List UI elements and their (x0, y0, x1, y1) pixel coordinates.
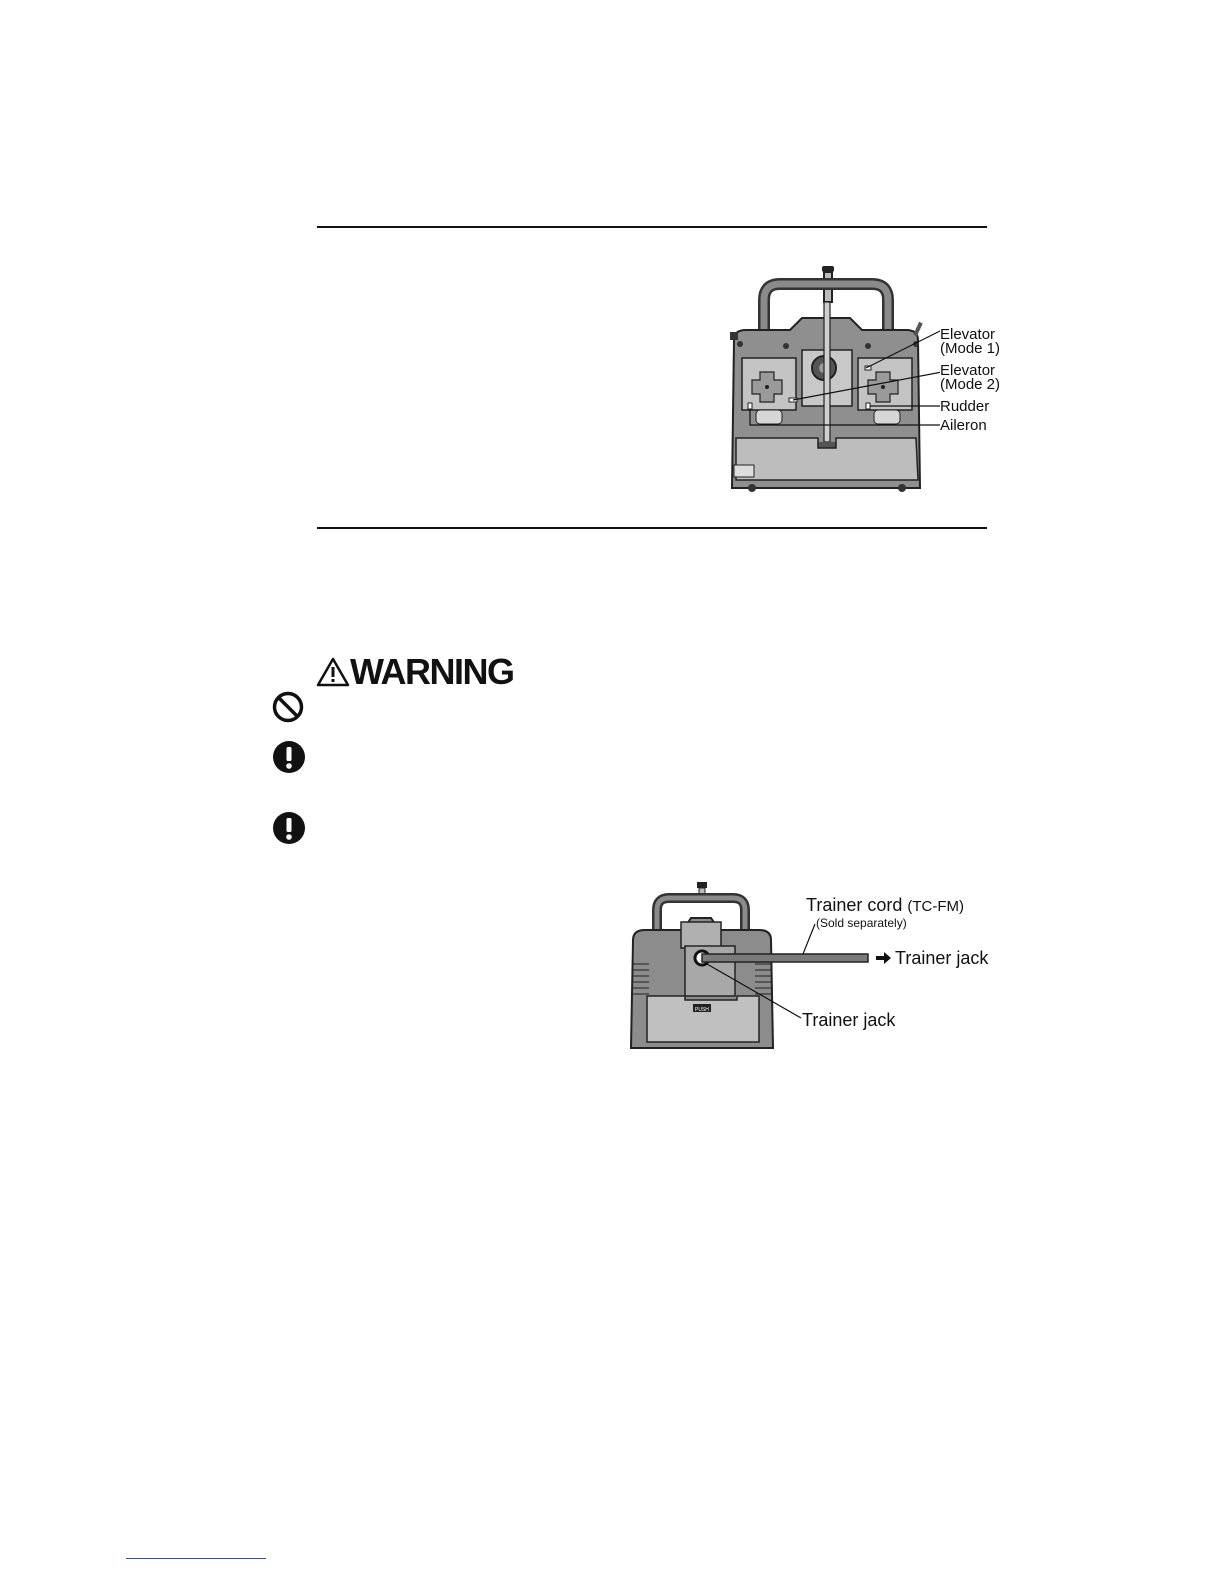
label-trainer-cord (806, 896, 964, 916)
label-elevator-mode2-sub: (Mode 2) (940, 376, 1001, 393)
mandatory-icon (272, 740, 306, 774)
warning-heading (316, 652, 514, 692)
arrow-right-icon (876, 952, 892, 964)
footer-link-underline (126, 1558, 266, 1559)
label-elevator-mode1-sub: (Mode 1) (940, 340, 1001, 357)
label-elevator-mode2: Elevator (940, 362, 996, 379)
prohibition-icon (271, 690, 305, 724)
bottom-rule (317, 527, 987, 529)
mandatory-icon (272, 811, 306, 845)
label-rudder: Rudder (940, 398, 990, 415)
top-rule (317, 226, 987, 228)
label-elevator-mode1: Elevator (940, 326, 996, 343)
label-aileron: Aileron (940, 417, 987, 434)
label-trainer-jack-arrow (876, 949, 988, 967)
trainer-cord-model: (TC-FM) (907, 898, 965, 915)
transmitter-stick-adjust-figure (720, 260, 940, 500)
trainer-jack-arrow-text: Trainer jack (895, 948, 989, 968)
warning-triangle-icon (316, 656, 350, 688)
label-sold-separately: (Sold separately) (816, 916, 907, 930)
switch-label: PUSH (695, 1007, 709, 1013)
label-trainer-jack: Trainer jack (802, 1010, 896, 1030)
trainer-cord-name: Trainer cord (806, 895, 903, 915)
warning-title: WARNING (350, 651, 514, 692)
